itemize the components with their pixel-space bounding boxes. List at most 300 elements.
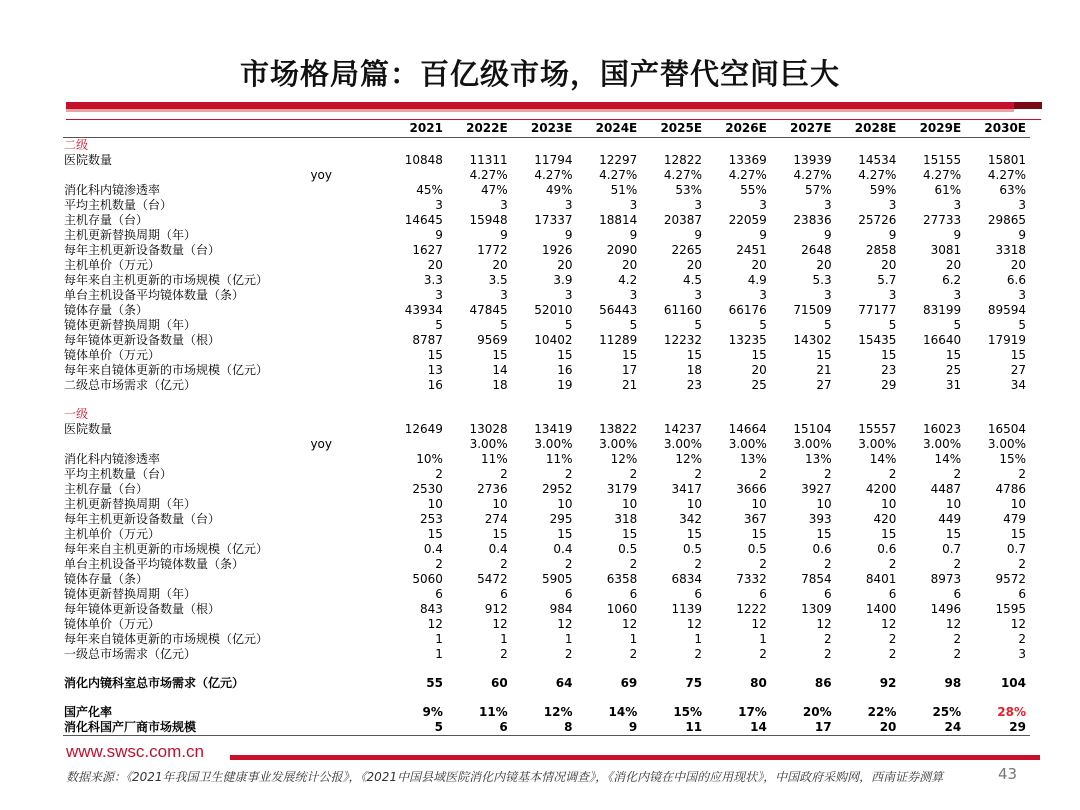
value-cell: 3 <box>1018 198 1026 212</box>
value-cell: 5 <box>629 318 638 332</box>
value-cell: 3.00% <box>858 437 897 451</box>
value-cell: 253 <box>420 512 443 526</box>
value-cell: 14% <box>869 452 897 466</box>
spacer-row <box>63 393 1030 407</box>
value-cell: 0.6 <box>877 542 897 556</box>
value-cell: 18814 <box>599 213 638 227</box>
value-cell: 5060 <box>412 572 443 586</box>
value-cell: 3081 <box>930 243 962 257</box>
value-cell: 10 <box>751 497 767 511</box>
value-cell: 2858 <box>865 243 897 257</box>
empty-cell <box>900 138 965 154</box>
value-cell: 5 <box>564 318 573 332</box>
value-cell: 16 <box>427 378 443 392</box>
header-year-cell: 2021 <box>387 120 447 138</box>
row-label: 消化科内镜渗透率 <box>64 452 161 466</box>
table-row <box>63 348 1030 363</box>
value-cell: 12 <box>557 617 573 631</box>
value-cell: 3.00% <box>728 437 767 451</box>
row-label: 每年镜体更新设备数量（根） <box>64 602 221 616</box>
value-cell: 3.00% <box>663 437 703 451</box>
value-cell: 6.2 <box>942 273 962 287</box>
summary-value-cell: 28% <box>997 705 1026 719</box>
summary-value-cell: 14 <box>706 720 771 736</box>
value-cell: 29 <box>881 378 897 392</box>
table-row <box>63 527 1030 542</box>
value-cell: 3 <box>888 288 897 302</box>
section-label: 一级 <box>64 407 89 421</box>
value-cell: 2952 <box>541 482 573 496</box>
value-cell: 2 <box>694 467 703 481</box>
table-row <box>63 482 1030 497</box>
value-cell: 0.5 <box>618 542 638 556</box>
value-cell: 15 <box>492 527 508 541</box>
value-cell: 3.00% <box>534 437 573 451</box>
summary-value-cell: 64 <box>555 676 573 690</box>
empty-cell <box>512 138 577 154</box>
value-cell: 2 <box>564 647 573 661</box>
row-label: 主机更新替换周期（年） <box>64 228 197 242</box>
value-cell: 2 <box>500 647 508 661</box>
market-size-table <box>63 120 1030 736</box>
row-label: 主机存量（台） <box>64 482 149 496</box>
value-cell: 14% <box>934 452 962 466</box>
empty-cell <box>836 138 901 154</box>
summary-label: 消化内镜科室总市场需求（亿元） <box>64 676 245 690</box>
value-cell: 7854 <box>801 572 832 586</box>
value-cell: 12 <box>492 617 508 631</box>
value-cell: 9569 <box>477 333 508 347</box>
value-cell: 6 <box>953 587 962 601</box>
value-cell: 1 <box>564 632 573 646</box>
value-cell: 2 <box>500 557 508 571</box>
value-cell: 12822 <box>663 153 703 167</box>
value-cell: 4.27% <box>793 168 832 182</box>
summary-value-cell: 9 <box>576 720 641 736</box>
value-cell: 2 <box>953 557 962 571</box>
value-cell: 0.5 <box>747 542 767 556</box>
value-cell: 15 <box>945 348 962 362</box>
value-cell: 4.27% <box>987 168 1026 182</box>
value-cell: 2 <box>1018 467 1026 481</box>
value-cell <box>387 168 447 183</box>
value-cell: 15 <box>1010 527 1026 541</box>
value-cell: 77177 <box>858 303 897 317</box>
value-cell: 55% <box>740 183 767 197</box>
value-cell: 10848 <box>404 153 443 167</box>
value-cell: 3.00% <box>599 437 638 451</box>
value-cell: 11% <box>481 452 508 466</box>
value-cell: 2 <box>1018 632 1026 646</box>
value-cell: 6 <box>435 587 443 601</box>
header-year-cell: 2023E <box>512 120 577 138</box>
summary-value-cell: 104 <box>1000 676 1026 690</box>
value-cell: 15 <box>816 348 832 362</box>
value-cell: 13939 <box>793 153 832 167</box>
website-url[interactable]: www.swsc.com.cn <box>66 742 204 761</box>
value-cell: 12% <box>610 452 638 466</box>
row-label: yoy <box>310 168 332 182</box>
row-label: 医院数量 <box>64 153 113 167</box>
row-label: 镜体存量（条） <box>64 303 149 317</box>
empty-cell <box>836 407 901 422</box>
summary-value-cell: 75 <box>685 676 703 690</box>
value-cell: 15% <box>999 452 1026 466</box>
value-cell: 393 <box>808 512 832 526</box>
value-cell: 4.5 <box>682 273 703 287</box>
value-cell: 13822 <box>599 422 638 436</box>
value-cell: 0.4 <box>423 542 443 556</box>
empty-cell <box>387 138 447 154</box>
empty-cell <box>771 407 836 422</box>
value-cell: 479 <box>1003 512 1026 526</box>
value-cell: 9 <box>759 228 767 242</box>
row-label: 主机存量（台） <box>64 213 149 227</box>
value-cell: 5472 <box>477 572 508 586</box>
value-cell: 2 <box>888 557 897 571</box>
table-row <box>63 572 1030 587</box>
value-cell: 1222 <box>736 602 767 616</box>
value-cell: 13235 <box>728 333 767 347</box>
row-label: 每年主机更新设备数量（台） <box>64 512 221 526</box>
table-row <box>63 587 1030 602</box>
value-cell: 3 <box>1018 288 1026 302</box>
value-cell: 15155 <box>922 153 962 167</box>
row-label: 镜体存量（条） <box>64 572 149 586</box>
value-cell: 20 <box>427 258 443 272</box>
value-cell: 2 <box>759 647 767 661</box>
row-label: 平均主机数量（台） <box>64 198 173 212</box>
value-cell: 5.7 <box>877 273 897 287</box>
empty-cell <box>512 407 577 422</box>
value-cell: 8787 <box>412 333 443 347</box>
summary-value-cell: 98 <box>944 676 962 690</box>
value-cell: 12 <box>686 617 703 631</box>
table-row <box>63 183 1030 198</box>
value-cell: 4786 <box>995 482 1026 496</box>
value-cell: 2 <box>629 647 638 661</box>
summary-value-cell: 11 <box>641 720 706 736</box>
value-cell: 2 <box>564 557 573 571</box>
value-cell: 1400 <box>865 602 897 616</box>
value-cell: 51% <box>610 183 638 197</box>
value-cell: 2 <box>564 467 573 481</box>
value-cell: 1 <box>694 632 703 646</box>
value-cell: 3 <box>564 198 573 212</box>
row-label: 镜体单价（万元） <box>64 348 161 362</box>
value-cell: 2 <box>823 467 832 481</box>
value-cell: 1 <box>435 632 443 646</box>
empty-cell <box>900 407 965 422</box>
header-year-cell: 2030E <box>965 120 1030 138</box>
table-row <box>63 378 1030 393</box>
value-cell: 3 <box>953 288 962 302</box>
value-cell: 6 <box>500 587 508 601</box>
table-row <box>63 288 1030 303</box>
value-cell: 9 <box>1018 228 1026 242</box>
empty-cell <box>965 138 1030 154</box>
value-cell: 2736 <box>477 482 508 496</box>
value-cell: 10 <box>427 497 443 511</box>
table-row <box>63 228 1030 243</box>
value-cell: 5 <box>759 318 767 332</box>
value-cell: 15104 <box>793 422 832 436</box>
value-cell: 2451 <box>736 243 767 257</box>
value-cell: 12232 <box>663 333 703 347</box>
value-cell: 19 <box>557 378 573 392</box>
value-cell: 2 <box>435 557 443 571</box>
value-cell: 5 <box>953 318 962 332</box>
value-cell: 34 <box>1010 378 1026 392</box>
value-cell: 9 <box>888 228 897 242</box>
value-cell: 47% <box>481 183 508 197</box>
value-cell: 6 <box>823 587 832 601</box>
value-cell: 6 <box>888 587 897 601</box>
summary-value-cell: 55 <box>426 676 443 690</box>
value-cell <box>387 437 447 452</box>
value-cell: 9572 <box>995 572 1026 586</box>
header-year-cell: 2022E <box>447 120 512 138</box>
value-cell: 9 <box>629 228 638 242</box>
value-cell: 3 <box>500 288 508 302</box>
value-cell: 14534 <box>858 153 897 167</box>
row-label: 镜体更新替换周期（年） <box>64 318 197 332</box>
value-cell: 1309 <box>801 602 832 616</box>
value-cell: 14302 <box>793 333 832 347</box>
value-cell: 5905 <box>541 572 573 586</box>
empty-cell <box>706 407 771 422</box>
value-cell: 20 <box>621 258 638 272</box>
value-cell: 2 <box>1018 557 1026 571</box>
value-cell: 2 <box>823 647 832 661</box>
value-cell: 23 <box>686 378 703 392</box>
summary-value-cell: 80 <box>750 676 767 690</box>
value-cell: 14664 <box>728 422 767 436</box>
value-cell: 45% <box>416 183 443 197</box>
value-cell: 15 <box>492 348 508 362</box>
value-cell: 1139 <box>671 602 703 616</box>
title-underline-shade <box>66 109 1014 112</box>
value-cell: 20 <box>881 258 897 272</box>
value-cell: 9 <box>435 228 443 242</box>
table-row <box>63 213 1030 228</box>
value-cell: 12 <box>881 617 897 631</box>
value-cell: 15557 <box>858 422 897 436</box>
value-cell: 2 <box>629 557 638 571</box>
section-header-row <box>63 407 1030 422</box>
value-cell: 1 <box>500 632 508 646</box>
table-row <box>63 617 1030 632</box>
value-cell: 9 <box>694 228 703 242</box>
row-label: 单台主机设备平均镜体数量（条） <box>64 288 245 302</box>
value-cell: 15 <box>686 348 703 362</box>
value-cell: 20 <box>1010 258 1026 272</box>
value-cell: 2 <box>694 557 703 571</box>
table-header-row <box>63 120 1030 138</box>
value-cell: 295 <box>549 512 573 526</box>
value-cell: 4487 <box>930 482 962 496</box>
value-cell: 10 <box>557 497 573 511</box>
value-cell: 3 <box>435 288 443 302</box>
row-label: 每年来自主机更新的市场规模（亿元） <box>64 542 269 556</box>
summary-value-cell: 86 <box>814 676 832 690</box>
value-cell: 12 <box>751 617 767 631</box>
summary-value-cell: 92 <box>879 676 897 690</box>
value-cell: 13369 <box>728 153 767 167</box>
value-cell: 16023 <box>922 422 962 436</box>
value-cell: 274 <box>484 512 508 526</box>
value-cell: 3 <box>694 288 703 302</box>
value-cell: 3.00% <box>793 437 832 451</box>
table-row <box>63 318 1030 333</box>
value-cell: 12 <box>945 617 962 631</box>
value-cell: 16 <box>557 363 573 377</box>
value-cell: 12 <box>1010 617 1026 631</box>
value-cell: 10402 <box>534 333 573 347</box>
value-cell: 0.4 <box>488 542 508 556</box>
value-cell: 4.9 <box>747 273 767 287</box>
value-cell: 3.00% <box>987 437 1026 451</box>
value-cell: 5 <box>1018 318 1026 332</box>
data-source-note: 数据来源：《2021年我国卫生健康事业发展统计公报》，《2021中国县域医院消化内镜基本情况调查》，《消化内镜在中国的应用现状》，中国政府采购网，西南证券测算 <box>66 770 944 784</box>
value-cell: 13% <box>740 452 767 466</box>
value-cell: 10 <box>881 497 897 511</box>
value-cell: 318 <box>614 512 638 526</box>
value-cell: 15 <box>427 527 443 541</box>
row-label: yoy <box>310 437 332 451</box>
value-cell: 53% <box>675 183 703 197</box>
value-cell: 15 <box>621 348 638 362</box>
table-row <box>63 542 1030 557</box>
value-cell: 20 <box>751 363 767 377</box>
value-cell: 3 <box>888 198 897 212</box>
value-cell: 1926 <box>541 243 573 257</box>
value-cell: 31 <box>945 378 962 392</box>
row-label: 每年来自主机更新的市场规模（亿元） <box>64 273 269 287</box>
value-cell: 14 <box>492 363 508 377</box>
value-cell: 6 <box>629 587 638 601</box>
value-cell: 3.5 <box>488 273 508 287</box>
row-label: 主机单价（万元） <box>64 258 161 272</box>
table-row <box>63 647 1030 662</box>
value-cell: 2 <box>823 557 832 571</box>
value-cell: 3 <box>759 198 767 212</box>
value-cell: 66176 <box>728 303 767 317</box>
table-row <box>63 632 1030 647</box>
summary-row <box>63 676 1030 691</box>
value-cell: 3 <box>564 288 573 302</box>
value-cell: 17337 <box>534 213 573 227</box>
spacer-row <box>63 691 1030 705</box>
row-label: 镜体更新替换周期（年） <box>64 587 197 601</box>
value-cell: 5 <box>435 318 443 332</box>
value-cell: 6.6 <box>1006 273 1026 287</box>
value-cell: 1 <box>759 632 767 646</box>
value-cell: 2 <box>759 557 767 571</box>
summary-value-cell: 24 <box>900 720 965 736</box>
value-cell: 15 <box>1010 348 1026 362</box>
value-cell: 27 <box>1010 363 1026 377</box>
value-cell: 9 <box>564 228 573 242</box>
value-cell: 71509 <box>793 303 832 317</box>
value-cell: 1496 <box>930 602 962 616</box>
value-cell: 20 <box>492 258 508 272</box>
value-cell: 61160 <box>663 303 703 317</box>
table-row <box>63 452 1030 467</box>
title-underline-accent <box>1014 102 1042 109</box>
value-cell: 1772 <box>477 243 508 257</box>
table-row <box>63 497 1030 512</box>
value-cell: 1060 <box>606 602 638 616</box>
value-cell: 10 <box>621 497 638 511</box>
value-cell: 22059 <box>728 213 767 227</box>
value-cell: 15 <box>816 527 832 541</box>
value-cell: 6 <box>564 587 573 601</box>
value-cell: 0.7 <box>1006 542 1026 556</box>
value-cell: 3 <box>823 288 832 302</box>
value-cell: 23836 <box>793 213 832 227</box>
value-cell: 2530 <box>412 482 443 496</box>
value-cell: 10 <box>816 497 832 511</box>
value-cell: 3 <box>629 288 638 302</box>
value-cell: 0.6 <box>812 542 832 556</box>
value-cell: 11289 <box>599 333 638 347</box>
value-cell: 0.7 <box>942 542 962 556</box>
table-row <box>63 258 1030 273</box>
table-row <box>63 437 1030 452</box>
value-cell: 2 <box>500 467 508 481</box>
summary-value-cell: 20% <box>802 705 832 719</box>
value-cell: 3.00% <box>923 437 962 451</box>
value-cell: 2090 <box>606 243 638 257</box>
empty-cell <box>965 407 1030 422</box>
value-cell: 4.27% <box>728 168 767 182</box>
value-cell: 8401 <box>865 572 897 586</box>
value-cell: 3.3 <box>423 273 443 287</box>
empty-cell <box>576 138 641 154</box>
value-cell: 16640 <box>922 333 962 347</box>
table-row <box>63 303 1030 318</box>
value-cell: 57% <box>804 183 832 197</box>
table-row <box>63 467 1030 482</box>
value-cell: 12 <box>621 617 638 631</box>
value-cell: 342 <box>679 512 703 526</box>
value-cell: 2 <box>694 647 703 661</box>
value-cell: 3927 <box>801 482 832 496</box>
value-cell: 2 <box>953 647 962 661</box>
value-cell: 49% <box>545 183 573 197</box>
value-cell: 8973 <box>930 572 962 586</box>
value-cell: 10 <box>686 497 703 511</box>
value-cell: 15 <box>557 527 573 541</box>
value-cell: 14645 <box>404 213 443 227</box>
value-cell: 20 <box>686 258 703 272</box>
value-cell: 15435 <box>858 333 897 347</box>
header-year-cell: 2028E <box>836 120 901 138</box>
value-cell: 15 <box>881 527 897 541</box>
row-label: 每年镜体更新设备数量（根） <box>64 333 221 347</box>
value-cell: 1 <box>629 632 638 646</box>
value-cell: 23 <box>881 363 897 377</box>
value-cell: 6 <box>1018 587 1026 601</box>
value-cell: 3 <box>500 198 508 212</box>
value-cell: 10% <box>416 452 443 466</box>
value-cell: 20387 <box>663 213 703 227</box>
value-cell: 21 <box>816 363 832 377</box>
value-cell: 3179 <box>606 482 638 496</box>
value-cell: 2648 <box>801 243 832 257</box>
value-cell: 2 <box>953 632 962 646</box>
